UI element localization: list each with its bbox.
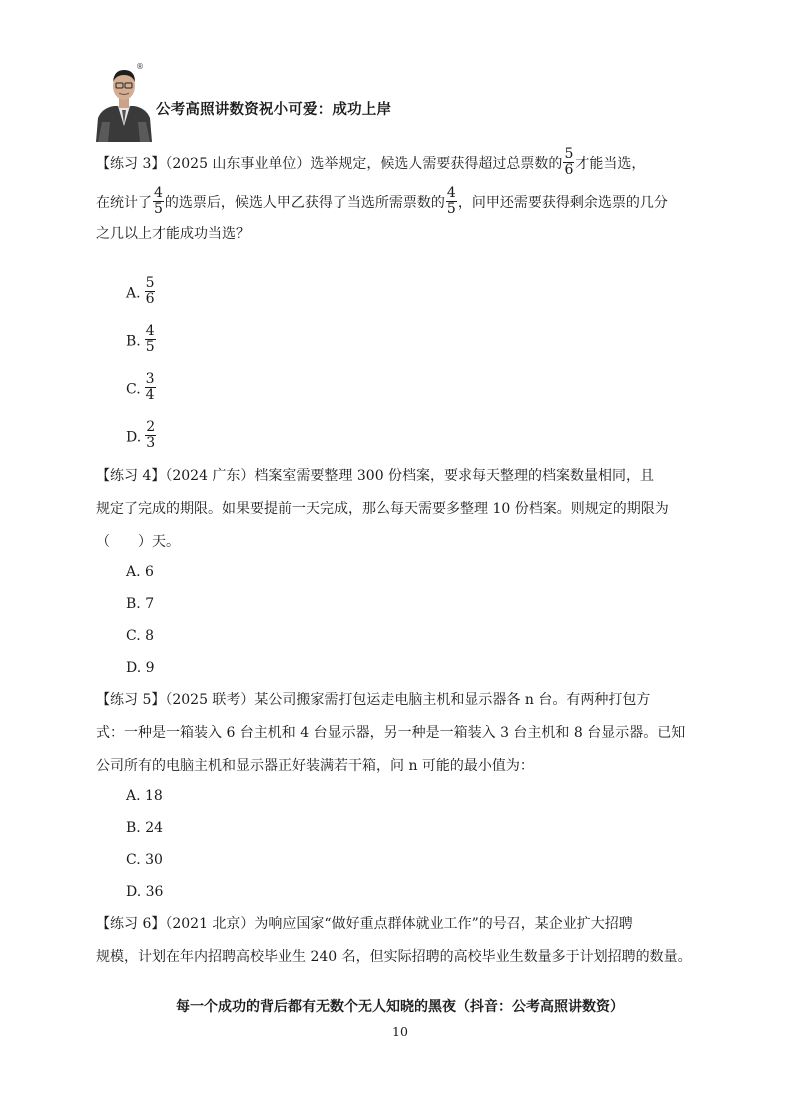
question-4 bbox=[96, 460, 708, 559]
q5-line3: 公司所有的电脑主机和显示器正好装满若干箱，问 n 可能的最小值为： bbox=[96, 758, 534, 774]
header-slogan: 公考高照讲数资祝小可爱：成功上岸 bbox=[156, 102, 392, 118]
q4-option-d[interactable]: D. 9 bbox=[126, 660, 155, 676]
author-photo bbox=[92, 60, 156, 142]
q3-option-b[interactable]: B. $\frac{4}{5}$ bbox=[126, 323, 155, 355]
q5-option-b[interactable]: B. 24 bbox=[126, 820, 164, 836]
q3-option-d[interactable]: D. $\frac{2}{3}$ bbox=[126, 419, 156, 451]
q4-line2: 规定了完成的期限。如果要提前一天完成，那么每天需要多整理 10 份档案。则规定的期限为 bbox=[96, 501, 669, 517]
q4-line1: 【练习 4】（2024 广东）档案室需要整理 300 份档案，要求每天整理的档案数量相同，且 bbox=[96, 468, 655, 484]
question-5 bbox=[96, 684, 708, 783]
registered-mark: ® bbox=[136, 62, 144, 71]
footer-motto: 每一个成功的背后都有无数个无人知晓的黑夜（抖音：公考高照讲数资） bbox=[176, 999, 624, 1015]
q3-fraction-5-6: $\frac{5}{6}$ bbox=[564, 145, 574, 178]
q5-option-d[interactable]: D. 36 bbox=[126, 884, 164, 900]
q4-option-b[interactable]: B. 7 bbox=[126, 596, 155, 612]
q3-line3-text: 之几以上才能成功当选？ bbox=[96, 226, 250, 242]
q4-option-c[interactable]: C. 8 bbox=[126, 628, 155, 644]
q5-line1: 【练习 5】（2025 联考）某公司搬家需打包运走电脑主机和显示器各 n 台。有两种打包方 bbox=[96, 692, 651, 708]
q5-option-c[interactable]: C. 30 bbox=[126, 852, 163, 868]
q4-option-a[interactable]: A. 6 bbox=[126, 564, 154, 580]
q3-option-c[interactable]: C. $\frac{3}{4}$ bbox=[126, 371, 155, 403]
q6-line1: 【练习 6】（2021 北京）为响应国家“做好重点群体就业工作”的号召，某企业扩大招聘 bbox=[96, 916, 633, 932]
q4-line3: （ ）天。 bbox=[96, 534, 180, 550]
q3-fraction-4-5-b: $\frac{4}{5}$ bbox=[446, 184, 456, 217]
question-6 bbox=[96, 908, 708, 974]
page-header bbox=[92, 60, 492, 144]
question-3: 【练习 3】（2025 山东事业单位）选举规定，候选人需要获得超过总票数的 $\frac{5}{6}$ 才能当选， 在统计了 $\frac{4}{5}$ 的选票后，候选人甲乙获得了当选所需票数的 $\frac{4}{5}$ ，问甲还需要获得剩余选票的几分 之几以上才能成功当选？ bbox=[96, 145, 668, 242]
q6-line2: 规模，计划在年内招聘高校毕业生 240 名，但实际招聘的高校毕业生数量多于计划招聘的数量。 bbox=[96, 949, 692, 965]
page-number: 10 bbox=[392, 1024, 408, 1039]
q5-option-a[interactable]: A. 18 bbox=[126, 788, 163, 804]
q3-fraction-4-5: $\frac{4}{5}$ bbox=[154, 184, 163, 217]
q3-option-a[interactable]: A. $\frac{5}{6}$ bbox=[126, 275, 155, 307]
q5-line2: 式：一种是一箱装入 6 台主机和 4 台显示器，另一种是一箱装入 3 台主机和 8 台显示器。已知 bbox=[96, 725, 686, 741]
q3-line1-text: 【练习 3】（2025 山东事业单位）选举规定，候选人需要获得超过总票数的 bbox=[96, 156, 563, 172]
